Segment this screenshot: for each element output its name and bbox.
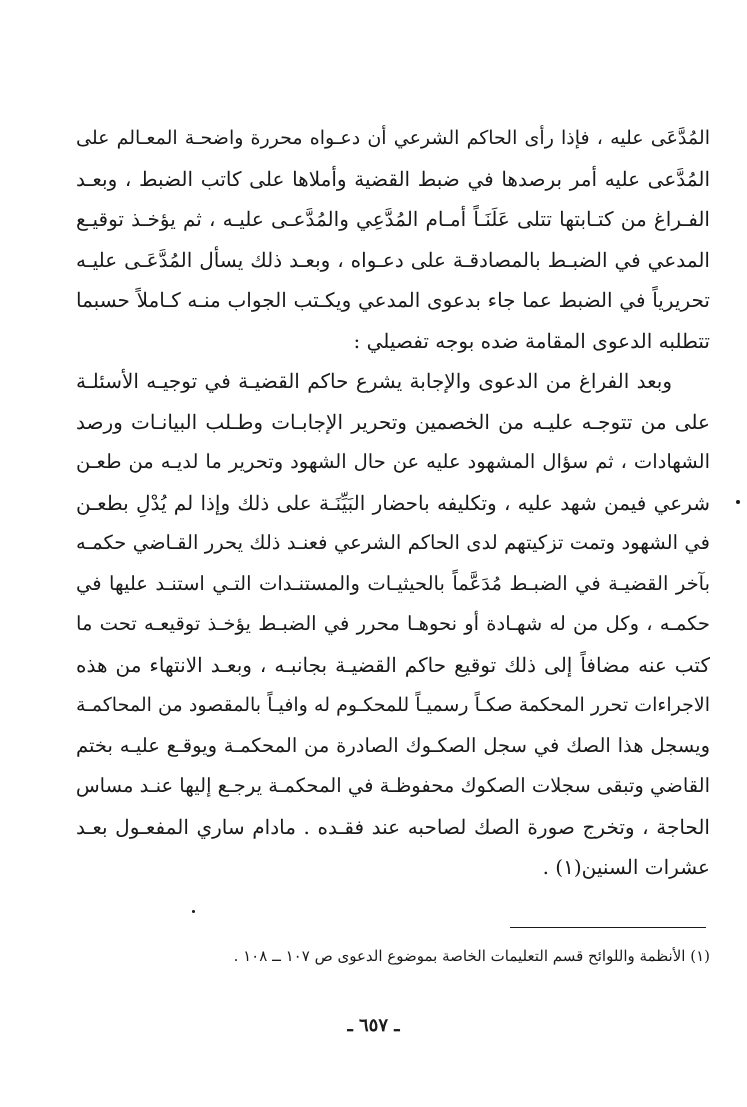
footnote-divider [510, 927, 706, 928]
text-line-2: المُدَّعى عليه أمر برصدها في ضبط القضية وأملاها على كاتب الضبط ، وبعـد [76, 166, 710, 191]
text-line-6: تتطلبه الدعوى المقامة ضده بوجه تفصيلي : [353, 328, 710, 353]
text-line-10: شرعي فيمن شهد عليه ، وتكليفه باحضار البَيِّنَـة على ذلك وإذا لم يُدْلِ بطعـن [76, 490, 710, 515]
text-line-11: في الشهود وتمت تزكيتهم لدى الحاكم الشرعي فعنـد ذلك يحرر القـاضي حكمـه [76, 531, 710, 554]
text-line-9: الشهادات ، ثم سؤال المشهود عليه عن حال الشهود وتحرير ما لديـه من طعـن [76, 450, 710, 473]
text-line-7: وبعد الفراغ من الدعوى والإجابة يشرع حاكم القضيـة في توجيـه الأسئلـة [76, 369, 672, 393]
main-text-block [76, 118, 710, 888]
text-line-17: القاضي وتبقى سجلات الصكوك محفوظـة في المحكمـة يرجـع إليها عنـد مساس [76, 774, 710, 797]
text-line-12: بآخر القضيـة في الضبـط مُدَعَّماً بالحيثيـات والمستنـدات التـي استنـد عليها في [76, 571, 710, 595]
text-line-15: الاجراءات تحرر المحكمة صكـاً رسميـاً للمحكـوم له وافيـاً بالمقصود من المحاكمـة [76, 694, 710, 716]
text-line-5: تحريرياً في الضبط عما جاء بدعوى المدعي ويكـتب الجواب منـه كـاملاً حسبما [76, 288, 710, 312]
page-number: ـ ٦٥٧ ـ [347, 1015, 400, 1036]
text-line-1: المُدَّعَى عليه ، فإذا رأى الحاكم الشرعي أن دعـواه محررة واضحـة المعـالم على [76, 127, 710, 149]
text-line-16: ويسجل هذا الصك في سجل الصكـوك الصادرة من المحكمـة ويوقـع عليـه بختم [76, 733, 710, 757]
text-line-3: الفـراغ من كتـابتها تتلى عَلَنَـاً أمـام المُدَّعِي والمُدَّعـى عليـه ، ثم يؤخـذ توقيـع [76, 207, 710, 231]
footnote: (١) الأنظمة واللوائح قسم التعليمات الخاصة بموضوع الدعوى ص ١٠٧ ــ ١٠٨ . [233, 947, 710, 965]
text-line-13: حكمـه ، وكل من له شهـادة أو نحوهـا محرر في الضبـط يؤخـذ توقيعـه تحت ما [76, 612, 710, 635]
text-line-18: الحاجة ، وتخرج صورة الصك لصاحبه عند فقـده . مادام ساري المفعـول بعـد [76, 814, 710, 839]
ink-speck [192, 910, 195, 913]
text-line-14: كتب عنه مضافاً إلى ذلك توقيع حاكم القضيـة بجانبـه ، وبعـد الانتهاء من هذه [76, 652, 710, 677]
text-line-19: عشرات السنين(١) . [542, 855, 710, 879]
text-line-4: المدعي في الضبـط بالمصادقـة على دعـواه ، وبعـد ذلك يسأل المُدَّعَـى عليـه [76, 247, 710, 272]
text-line-8: على من تتوجـه عليـه من الخصمين وتحرير الإجابـات وطـلب البيانـات ورصد [76, 409, 710, 434]
margin-ink-speck [736, 500, 740, 504]
